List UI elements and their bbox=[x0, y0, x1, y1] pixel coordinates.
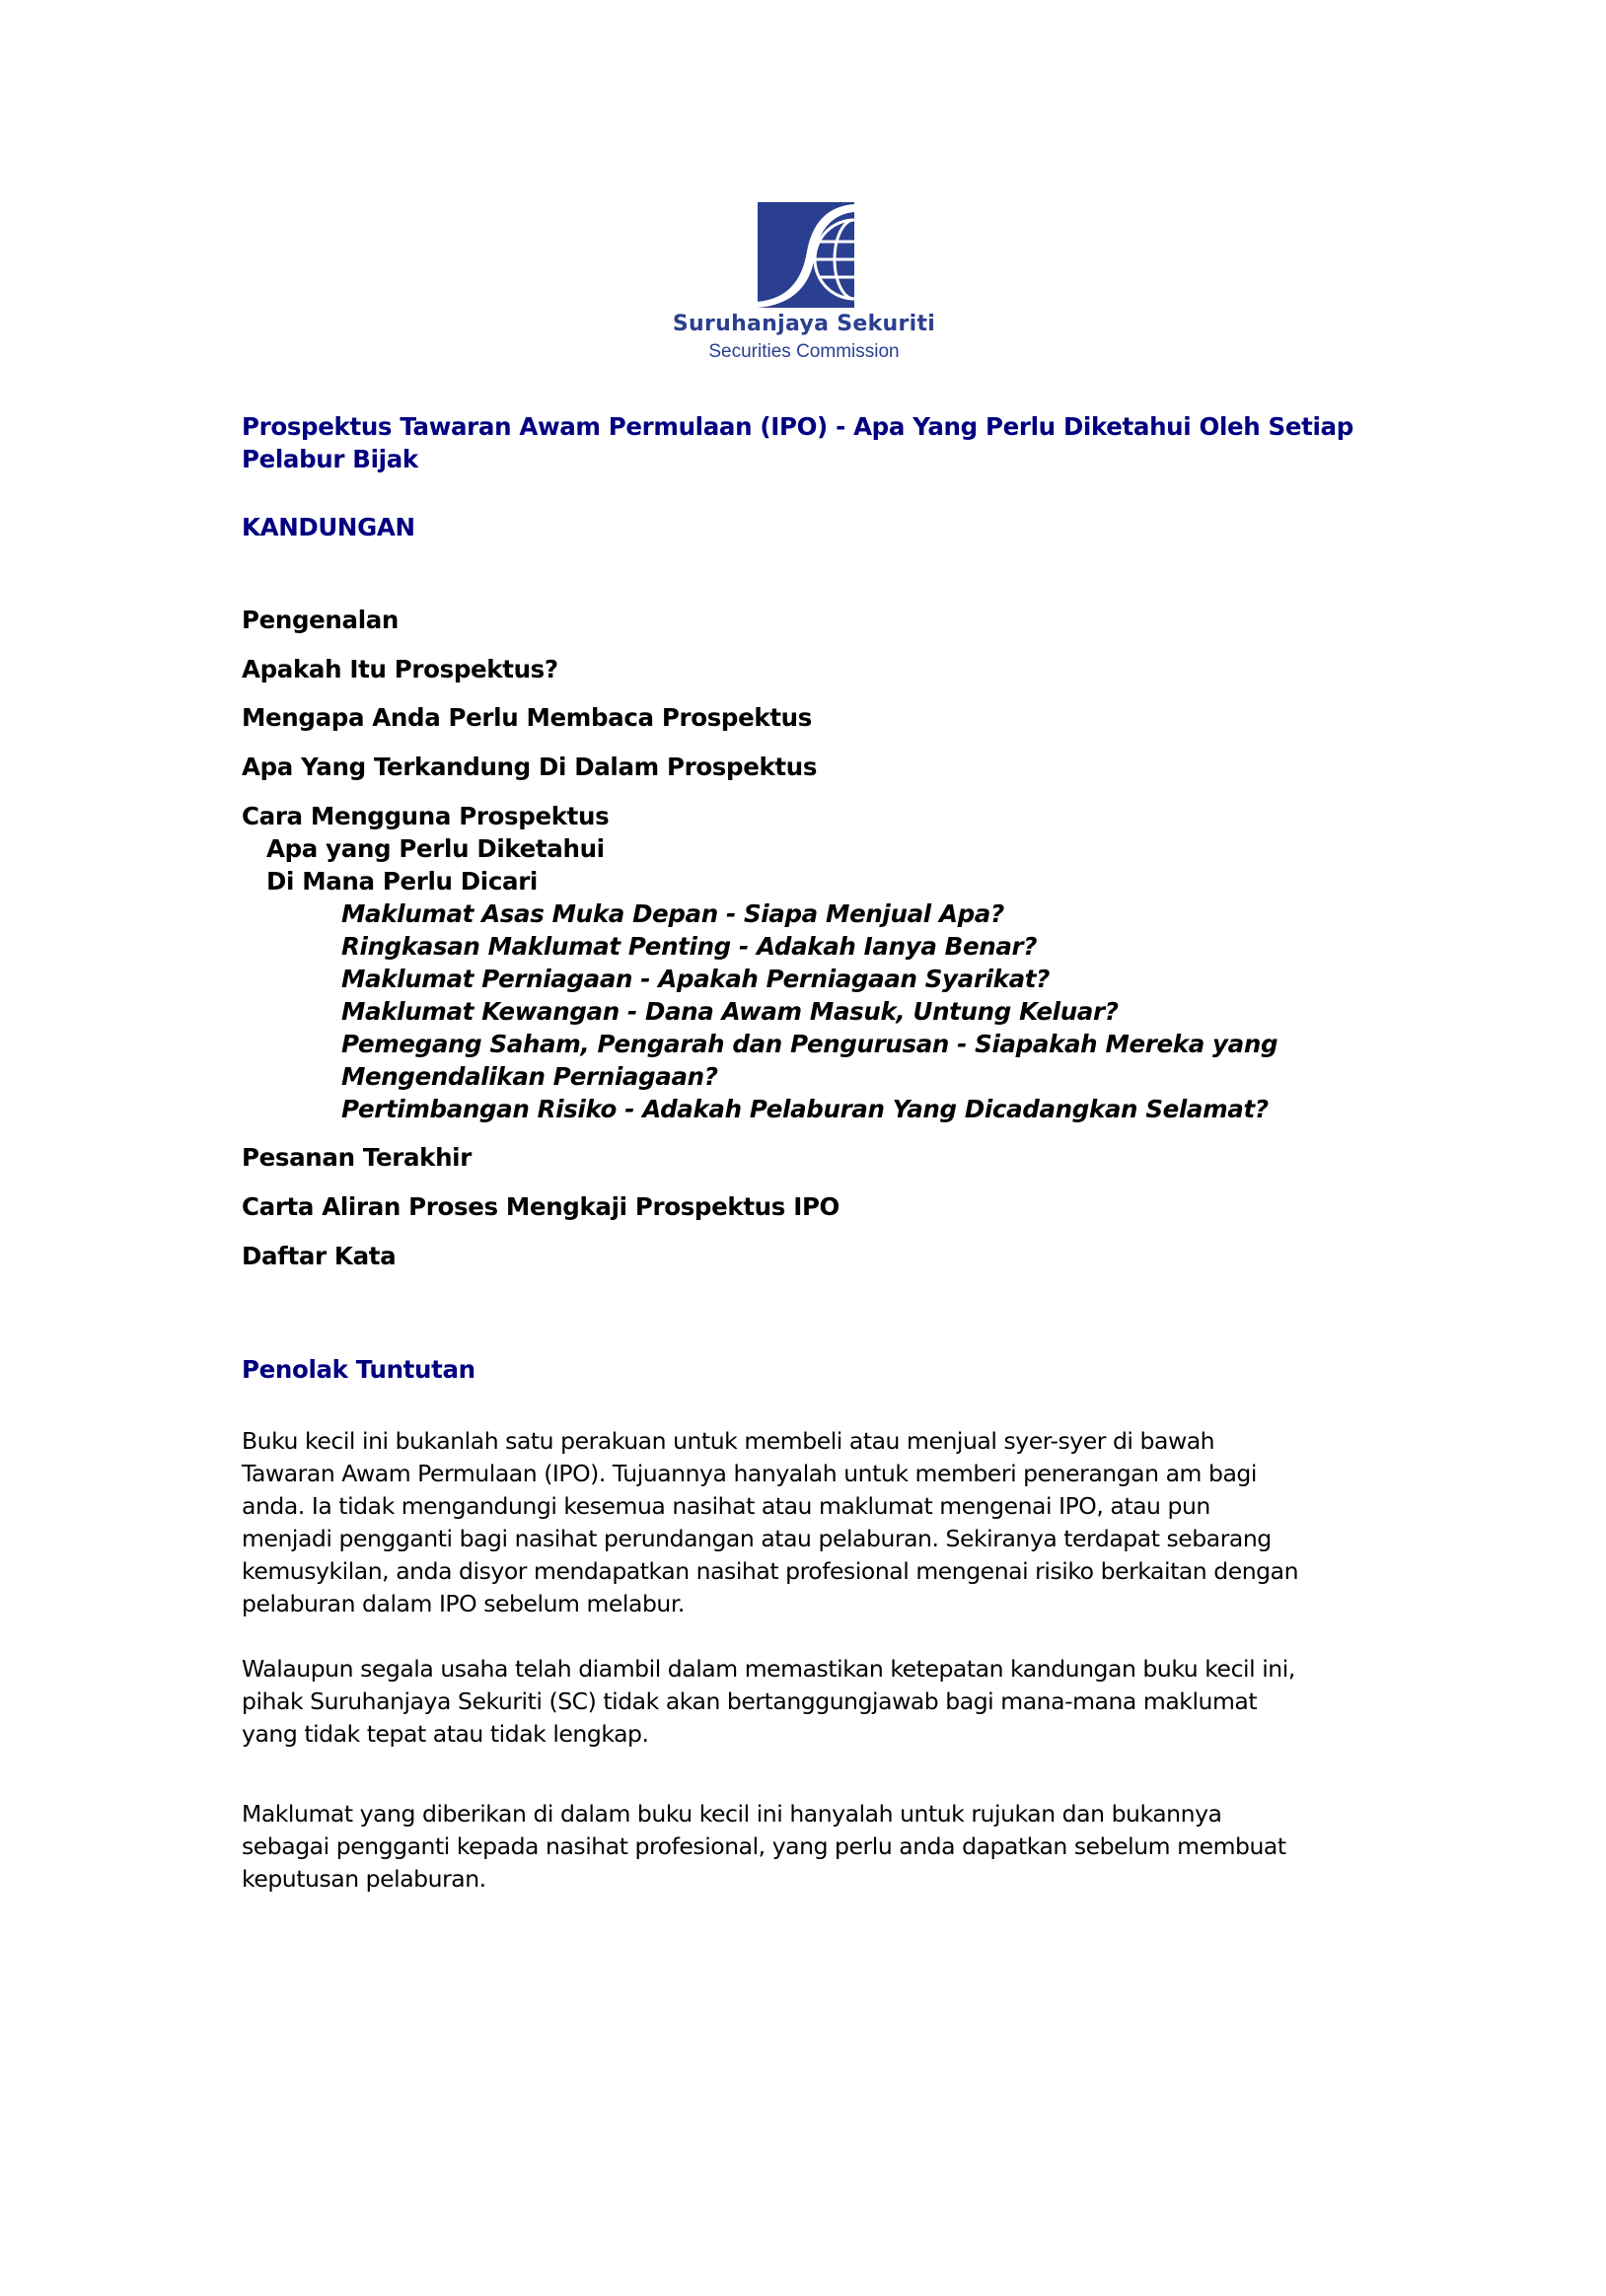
paragraph-line: yang tidak tepat atau tidak lengkap. bbox=[242, 1720, 649, 1748]
paragraph-line: pihak Suruhanjaya Sekuriti (SC) tidak akan bertanggungjawab bagi mana-mana maklumat bbox=[242, 1687, 1258, 1715]
disclaimer-paragraph-2 bbox=[242, 1653, 1396, 1751]
disclaimer-paragraph-1 bbox=[242, 1425, 1396, 1620]
paragraph-line: Buku kecil ini bukanlah satu perakuan untuk membeli atau menjual syer-syer di bawah bbox=[242, 1427, 1215, 1455]
toc-item-carta-aliran[interactable]: Carta Aliran Proses Mengkaji Prospektus IPO bbox=[242, 1192, 840, 1221]
toc-item-pesanan-terakhir[interactable]: Pesanan Terakhir bbox=[242, 1143, 472, 1172]
paragraph-line: pelaburan dalam IPO sebelum melabur. bbox=[242, 1590, 685, 1617]
toc-item-daftar-kata[interactable]: Daftar Kata bbox=[242, 1242, 397, 1270]
paragraph-line: sebagai pengganti kepada nasihat profesional, yang perlu anda dapatkan sebelum membuat bbox=[242, 1832, 1286, 1860]
toc-item-cara-mengguna[interactable]: Cara Mengguna Prospektus bbox=[242, 802, 610, 830]
contents-heading: KANDUNGAN bbox=[242, 513, 415, 541]
toc-item-apa-yang-terkandung[interactable]: Apa Yang Terkandung Di Dalam Prospektus bbox=[242, 753, 818, 781]
paragraph-line: keputusan pelaburan. bbox=[242, 1865, 486, 1893]
logo-name: Suruhanjaya Sekuriti bbox=[672, 312, 936, 336]
paragraph-line: Walaupun segala usaha telah diambil dalam memastikan ketepatan kandungan buku kecil ini, bbox=[242, 1655, 1295, 1683]
securities-commission-logo bbox=[612, 197, 996, 370]
paragraph-line: anda. Ia tidak mengandungi kesemua nasihat atau maklumat mengenai IPO, atau pun bbox=[242, 1492, 1210, 1520]
document-title-line-2: Pelabur Bijak bbox=[242, 445, 418, 473]
toc-italic-item-pemegang-saham-continued[interactable]: Mengendalikan Perniagaan? bbox=[341, 1062, 718, 1091]
toc-italic-item-maklumat-perniagaan[interactable]: Maklumat Perniagaan - Apakah Perniagaan Syarikat? bbox=[341, 965, 1050, 993]
toc-italic-item-pemegang-saham[interactable]: Pemegang Saham, Pengarah dan Pengurusan - Siapakah Mereka yang bbox=[341, 1030, 1278, 1058]
sc-globe-emblem-icon bbox=[758, 202, 854, 308]
disclaimer-paragraph-3 bbox=[242, 1798, 1396, 1896]
toc-italic-item-maklumat-kewangan[interactable]: Maklumat Kewangan - Dana Awam Masuk, Untung Keluar? bbox=[341, 997, 1119, 1026]
paragraph-line: kemusykilan, anda disyor mendapatkan nasihat profesional mengenai risiko berkaitan dengan bbox=[242, 1557, 1299, 1585]
paragraph-line: Maklumat yang diberikan di dalam buku kecil ini hanyalah untuk rujukan dan bukannya bbox=[242, 1800, 1222, 1828]
logo-subtitle: Securities Commission bbox=[708, 341, 900, 362]
paragraph-line: menjadi pengganti bagi nasihat perundangan atau pelaburan. Sekiranya terdapat sebarang bbox=[242, 1525, 1272, 1552]
toc-italic-item-ringkasan[interactable]: Ringkasan Maklumat Penting - Adakah Ianya Benar? bbox=[341, 932, 1038, 961]
toc-italic-item-maklumat-asas[interactable]: Maklumat Asas Muka Depan - Siapa Menjual Apa? bbox=[341, 899, 1004, 928]
toc-subitem-di-mana-perlu-dicari[interactable]: Di Mana Perlu Dicari bbox=[266, 867, 538, 896]
toc-italic-item-pertimbangan-risiko[interactable]: Pertimbangan Risiko - Adakah Pelaburan Yang Dicadangkan Selamat? bbox=[341, 1095, 1269, 1123]
toc-item-pengenalan[interactable]: Pengenalan bbox=[242, 606, 400, 634]
toc-item-mengapa-anda-perlu[interactable]: Mengapa Anda Perlu Membaca Prospektus bbox=[242, 703, 813, 732]
toc-subitem-apa-yang-perlu-diketahui[interactable]: Apa yang Perlu Diketahui bbox=[266, 834, 605, 863]
paragraph-line: Tawaran Awam Permulaan (IPO). Tujuannya hanyalah untuk memberi penerangan am bagi bbox=[242, 1460, 1257, 1487]
disclaimer-heading: Penolak Tuntutan bbox=[242, 1355, 475, 1384]
toc-item-apakah-itu-prospektus[interactable]: Apakah Itu Prospektus? bbox=[242, 655, 558, 683]
document-title-line-1: Prospektus Tawaran Awam Permulaan (IPO) - Apa Yang Perlu Diketahui Oleh Setiap bbox=[242, 412, 1353, 441]
